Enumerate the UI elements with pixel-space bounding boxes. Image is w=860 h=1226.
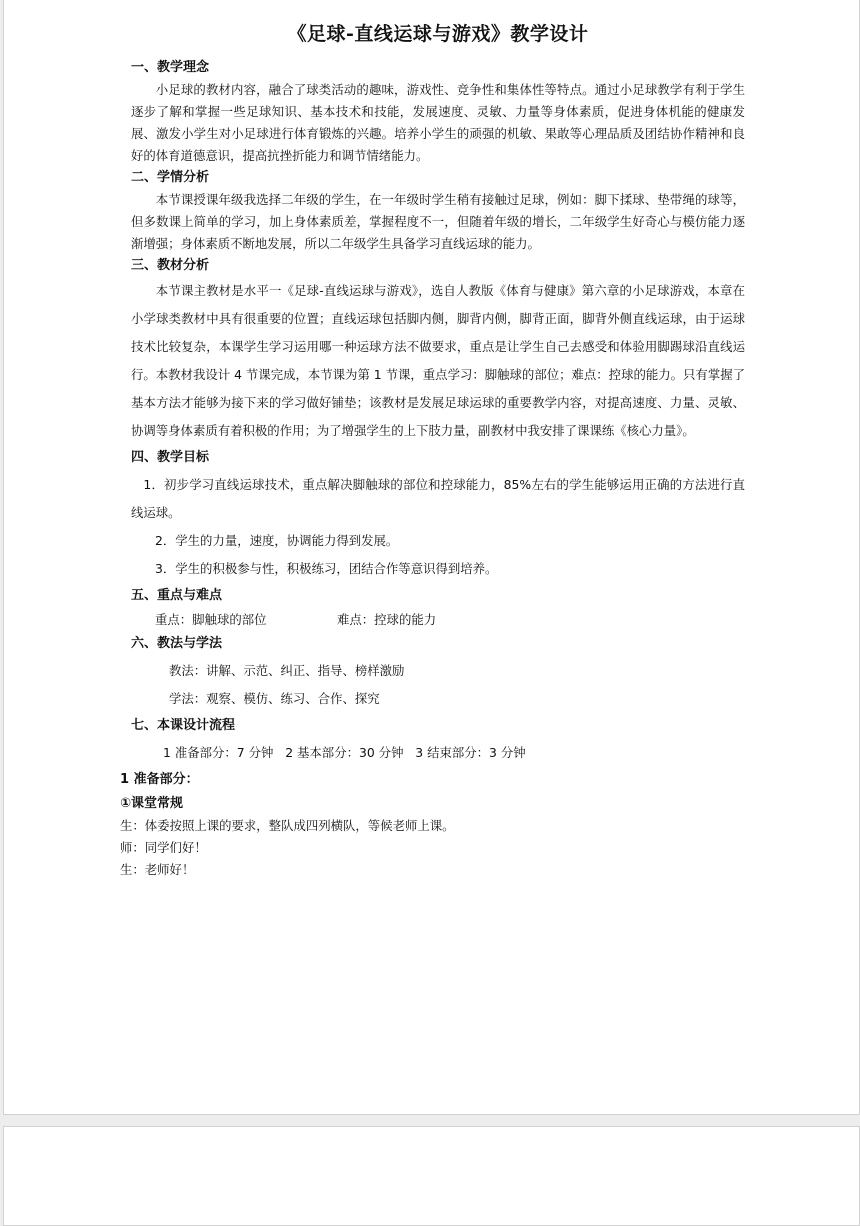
section-heading-philosophy: 一、教学理念 <box>131 60 210 75</box>
classroom-routine-heading: ①课堂常规 <box>120 796 184 811</box>
objective-item-1: 1．初步学习直线运球技术，重点解决脚触球的部位和控球能力，85%左右的学生能够运用正确的方法进行直线运球。 <box>131 477 745 520</box>
flow-summary: 1 准备部分：7 分钟 2 基本部分：30 分钟 3 结束部分：3 分钟 <box>163 745 526 760</box>
key-point-text: 重点：脚触球的部位 <box>155 612 267 627</box>
section-heading-objectives: 四、教学目标 <box>131 450 210 465</box>
document-title: 《足球-直线运球与游戏》教学设计 <box>287 23 589 45</box>
document-page-2 <box>3 1126 860 1226</box>
dialogue-line-1: 生：体委按照上课的要求，整队成四列横队，等候老师上课。 <box>120 818 455 833</box>
section-body-philosophy: 小足球的教材内容，融合了球类活动的趣味，游戏性、竞争性和集体性等特点。通过小足球教学有利于学生逐步了解和掌握一些足球知识、基本技术和技能，发展速度、灵敏、力量等身体素质，促进身体机能的健康发展、激发小学生对小足球进行体育锻炼的兴趣。培养小学生的顽强的机敏、果敢等心理品质及团结协作精神和良好的体育道德意识，提高抗挫折能力和调节情绪能力。 <box>131 82 745 163</box>
page-content <box>120 21 745 881</box>
learning-method-text: 学法：观察、模仿、练习、合作、探究 <box>169 691 380 706</box>
section-heading-methods: 六、教法与学法 <box>131 636 223 651</box>
dialogue-line-3: 生：老师好！ <box>120 862 195 877</box>
objective-item-3: 3．学生的积极参与性，积极练习，团结合作等意识得到培养。 <box>155 561 498 576</box>
section-heading-material-analysis: 三、教材分析 <box>131 258 210 273</box>
section-heading-learner-analysis: 二、学情分析 <box>131 170 210 185</box>
key-difficulty-row <box>131 609 745 631</box>
section-body-material-analysis: 本节课主教材是水平一《足球-直线运球与游戏》，选自人教版《体育与健康》第六章的小足球游戏，本章在小学球类教材中具有很重要的位置；直线运球包括脚内侧，脚背内侧，脚背正面，脚背外侧直线运球，由于运球技术比较复杂，本课学生学习运用哪一种运球方法不做要求，重点是让学生自己去感受和体验用脚踢球沿直线运行。本教材我设计 4 节课完成，本节课为第 1 节课，重点学习：脚触球的部位；难点：控球的能力。只有掌握了基本方法才能够为接下来的学习做好铺垫；该教材是发展足球运球的重要教学内容，对提高速度、力量、灵敏、协调等身体素质有着积极的作用；为了增强学生的上下肢力量，副教材中我安排了课课练《核心力量》。 <box>131 283 745 438</box>
document-page-1 <box>3 0 860 1115</box>
teaching-method-text: 教法：讲解、示范、纠正、指导、榜样激励 <box>169 663 405 678</box>
difficulty-text: 难点：控球的能力 <box>337 612 437 627</box>
dialogue-line-2: 师：同学们好！ <box>120 840 207 855</box>
prep-part-heading: 1 准备部分： <box>120 772 199 787</box>
section-heading-key-points: 五、重点与难点 <box>131 588 223 603</box>
objective-item-2: 2．学生的力量，速度，协调能力得到发展。 <box>155 533 399 548</box>
section-heading-flow: 七、本课设计流程 <box>131 718 236 733</box>
section-body-learner-analysis: 本节课授课年级我选择二年级的学生，在一年级时学生稍有接触过足球，例如：脚下揉球、垫带绳的球等，但多数课上简单的学习，加上身体素质差，掌握程度不一，但随着年级的增长，二年级学生好奇心与模仿能力逐渐增强；身体素质不断地发展，所以二年级学生具备学习直线运球的能力。 <box>131 192 745 251</box>
